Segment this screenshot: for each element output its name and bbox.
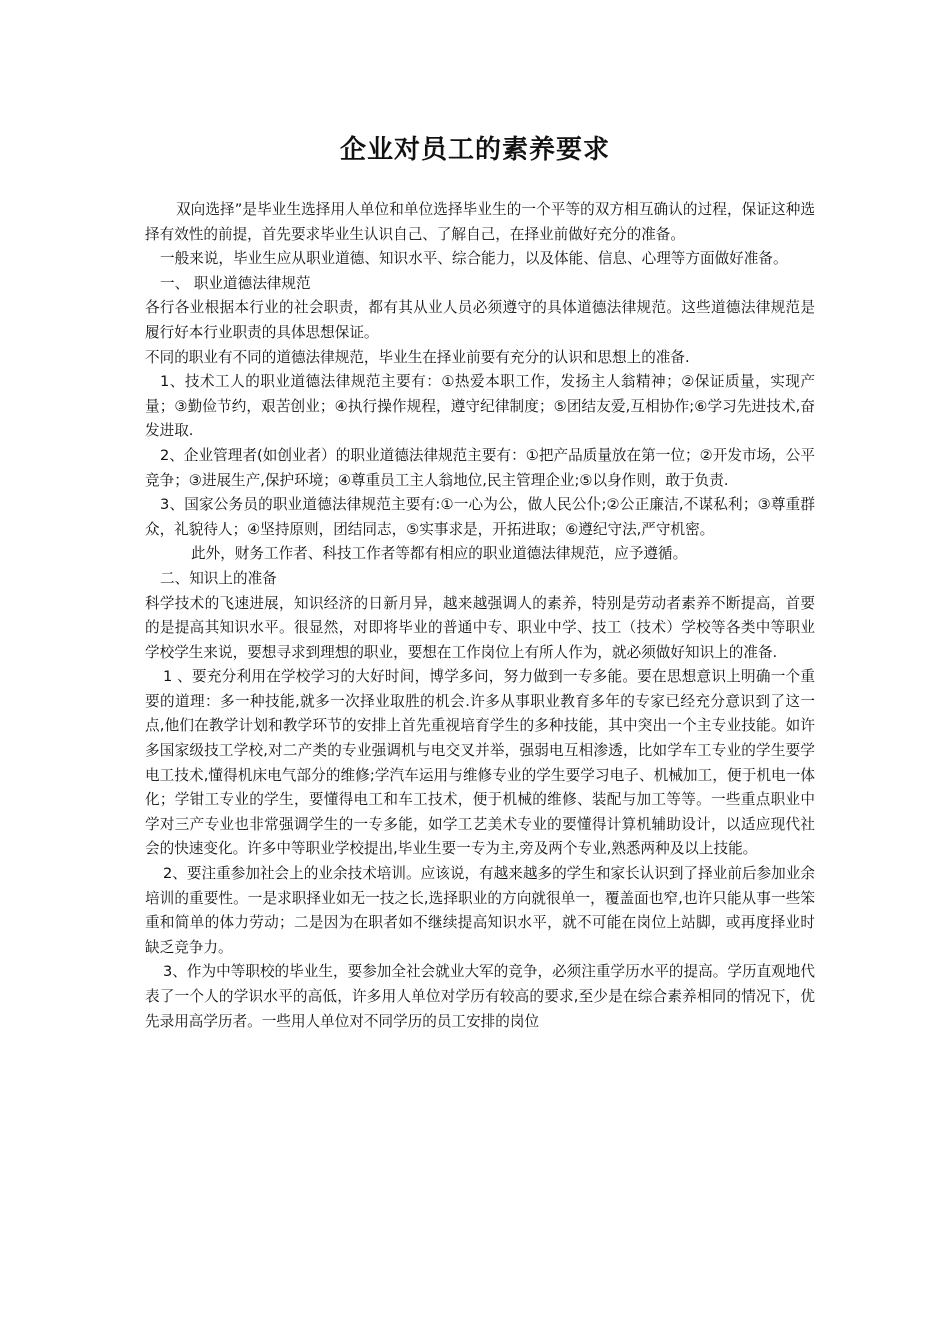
document-title: 企业对员工的素养要求 [339, 135, 610, 165]
paragraph-intro: 双向选择”是毕业生选择用人单位和单位选择毕业生的一个平等的双方相互确认的过程，保证这种选择有效性的前提，首先要求毕业生认识自己、了解自己，在择业前做好充分的准备。 [145, 201, 815, 243]
list-item-knowledge-3: 3、作为中等职校的毕业生，要参加全社会就业大军的竞争，必须注重学历水平的提高。学历直观地代表了一个人的学识水平的高低，许多用人单位对学历有较高的要求,至少是在综合素养相同的情况下，优先录用高学历者。一些用人单位对不同学历的员工安排的岗位 [145, 963, 815, 1030]
paragraph-others: 此外，财务工作者、科技工作者等都有相应的职业道德法律规范，应予遵循。 [191, 545, 688, 563]
list-item-knowledge-2: 2、要注重参加社会上的业余技术培训。应该说，有越来越多的学生和家长认识到了择业前后参加业余培训的重要性。一是求职择业如无一技之长,选择职业的方向就很单一，覆盖面也窄,也许只能从事一些笨重和简单的体力劳动；二是因为在职者如不继续提高知识水平，就不可能在岗位上站脚，或再度择业时缺乏竞争力。 [145, 865, 815, 956]
paragraph-preparation: 一般来说，毕业生应从职业道德、知识水平、综合能力，以及体能、信息、心理等方面做好准备。 [160, 250, 788, 268]
list-item-civil-servants: 3、国家公务员的职业道德法律规范主要有:①一心为公，做人民公仆;②公正廉洁,不谋私利；③尊重群众，礼貌待人；④坚持原则，团结同志，⑤实事求是，开拓进取；⑥遵纪守法,严守机密。 [145, 496, 815, 538]
section-heading-knowledge: 二、知识上的准备 [160, 569, 277, 587]
paragraph-ethics-1: 各行各业根据本行业的社会职责，都有其从业人员必须遵守的具体道德法律规范。这些道德法律规范是履行好本行业职责的具体思想保证。 [145, 299, 815, 341]
document-body [145, 198, 815, 1034]
list-item-workers: 1、技术工人的职业道德法律规范主要有：①热爱本职工作，发扬主人翁精神；②保证质量，实现产量；③勤俭节约，艰苦创业；④执行操作规程，遵守纪律制度；⑤团结友爱,互相协作;⑥学习先进技术,奋发进取. [145, 373, 815, 440]
list-item-managers: 2、企业管理者(如创业者）的职业道德法律规范主要有：①把产品质量放在第一位；②开发市场，公平竞争；③进展生产,保护环境；④尊重员工主人翁地位,民主管理企业;⑤以身作则，敢于负责. [145, 446, 815, 489]
section-heading-ethics: 一、 职业道德法律规范 [160, 274, 311, 292]
paragraph-knowledge: 科学技术的飞速进展，知识经济的日新月异，越来越强调人的素养，特别是劳动者素养不断提高，首要的是提高其知识水平。很显然，对即将毕业的普通中专、职业中学、技工（技术）学校等各类中等职业学校学生来说，要想寻求到理想的职业，要想在工作岗位上有所人作为，就必须做好知识上的准备. [145, 594, 815, 661]
paragraph-ethics-2: 不同的职业有不同的道德法律规范，毕业生在择业前要有充分的认识和思想上的准备. [145, 348, 690, 366]
list-item-knowledge-1: 1 、要充分利用在学校学习的大好时间，博学多问，努力做到一专多能。要在思想意识上明确一个重要的道理：多一种技能,就多一次择业取胜的机会.许多从事职业教育多年的专家已经充分意识到了这一点,他们在教学计划和教学环节的安排上首先重视培育学生的多种技能，其中突出一个主专业技能。如许多国家级技工学校,对二产类的专业强调机与电交叉并举，强弱电互相渗透，比如学车工专业的学生要学电工技术,懂得机床电气部分的维修;学汽车运用与维修专业的学生要学习电子、机械加工，便于机电一体化；学钳工专业的学生，要懂得电工和车工技术，便于机械的维修、装配与加工等等。一些重点职业中学对三产专业也非常强调学生的一专多能，如学工艺美术专业的要懂得计算机辅助设计，以适应现代社会的快速变化。许多中等职业学校提出,毕业生要一专为主,旁及两个专业,熟悉两种及以上技能。 [145, 668, 815, 858]
